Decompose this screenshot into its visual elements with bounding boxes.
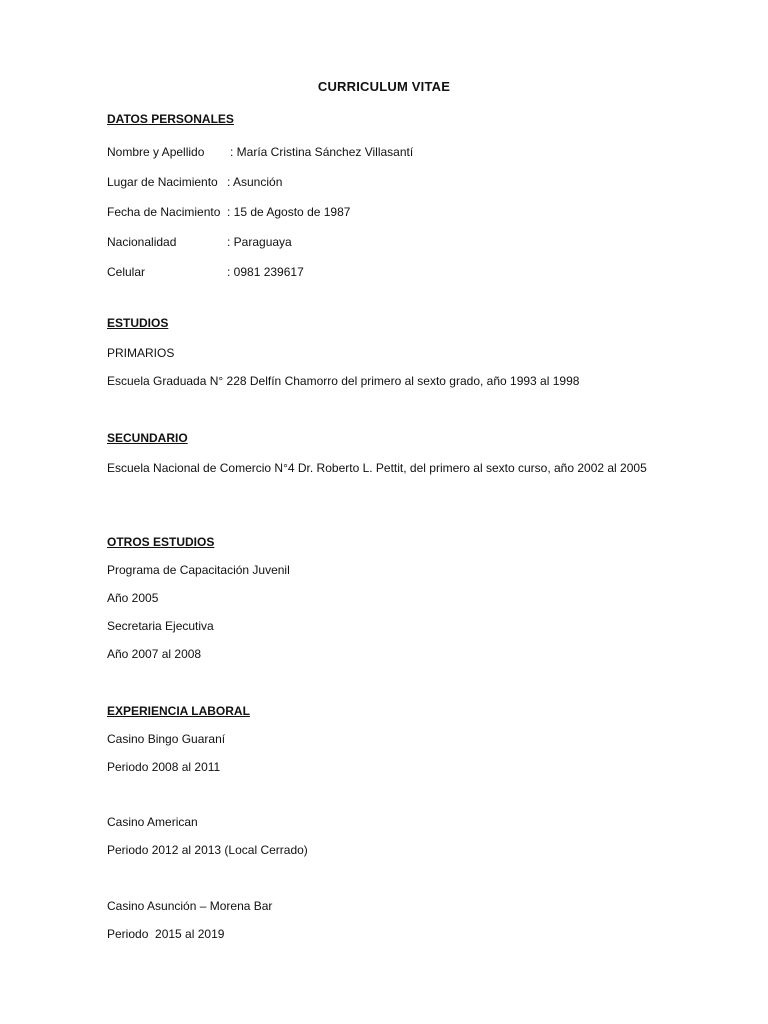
document-title: CURRICULUM VITAE bbox=[317, 79, 451, 94]
job-period: Periodo 2012 al 2013 (Local Cerrado) bbox=[107, 843, 308, 857]
section-heading-personal: DATOS PERSONALES bbox=[107, 112, 234, 126]
field-label-nationality: Nacionalidad bbox=[107, 235, 177, 249]
field-value-name: : María Cristina Sánchez Villasantí bbox=[230, 145, 414, 159]
field-value-nationality: : Paraguaya bbox=[227, 235, 292, 249]
field-value-birthplace: : Asunción bbox=[227, 175, 283, 189]
primary-label: PRIMARIOS bbox=[107, 346, 175, 360]
field-row-birthplace bbox=[107, 174, 282, 190]
field-value-birthdate: : 15 de Agosto de 1987 bbox=[227, 205, 351, 219]
section-heading-experience: EXPERIENCIA LABORAL bbox=[107, 704, 250, 718]
job-place: Casino Bingo Guaraní bbox=[107, 732, 226, 746]
other-item: Secretaria Ejecutiva bbox=[107, 619, 214, 633]
other-item: Programa de Capacitación Juvenil bbox=[107, 563, 290, 577]
field-label-birthplace: Lugar de Nacimiento bbox=[107, 175, 218, 189]
section-heading-other: OTROS ESTUDIOS bbox=[107, 535, 215, 549]
primary-text: Escuela Graduada N° 228 Delfín Chamorro del primero al sexto grado, año 1993 al 1998 bbox=[107, 374, 580, 388]
section-heading-studies: ESTUDIOS bbox=[107, 316, 169, 330]
field-value-phone: : 0981 239617 bbox=[227, 265, 304, 279]
field-row-name bbox=[107, 144, 413, 160]
job-place: Casino Asunción – Morena Bar bbox=[107, 899, 273, 913]
secondary-text: Escuela Nacional de Comercio N°4 Dr. Roberto L. Pettit, del primero al sexto curso, año 2002 al 2005 bbox=[107, 461, 647, 475]
job-period: Periodo 2008 al 2011 bbox=[107, 760, 221, 774]
job-period: Periodo 2015 al 2019 bbox=[107, 927, 225, 941]
field-row-phone bbox=[107, 264, 304, 280]
field-row-birthdate bbox=[107, 204, 350, 220]
field-label-phone: Celular bbox=[107, 265, 146, 279]
section-heading-secondary: SECUNDARIO bbox=[107, 431, 188, 445]
field-label-birthdate: Fecha de Nacimiento bbox=[107, 205, 221, 219]
field-label-name: Nombre y Apellido bbox=[107, 145, 205, 159]
other-item: Año 2005 bbox=[107, 591, 159, 605]
job-place: Casino American bbox=[107, 815, 198, 829]
other-item: Año 2007 al 2008 bbox=[107, 647, 202, 661]
field-row-nationality bbox=[107, 234, 292, 250]
